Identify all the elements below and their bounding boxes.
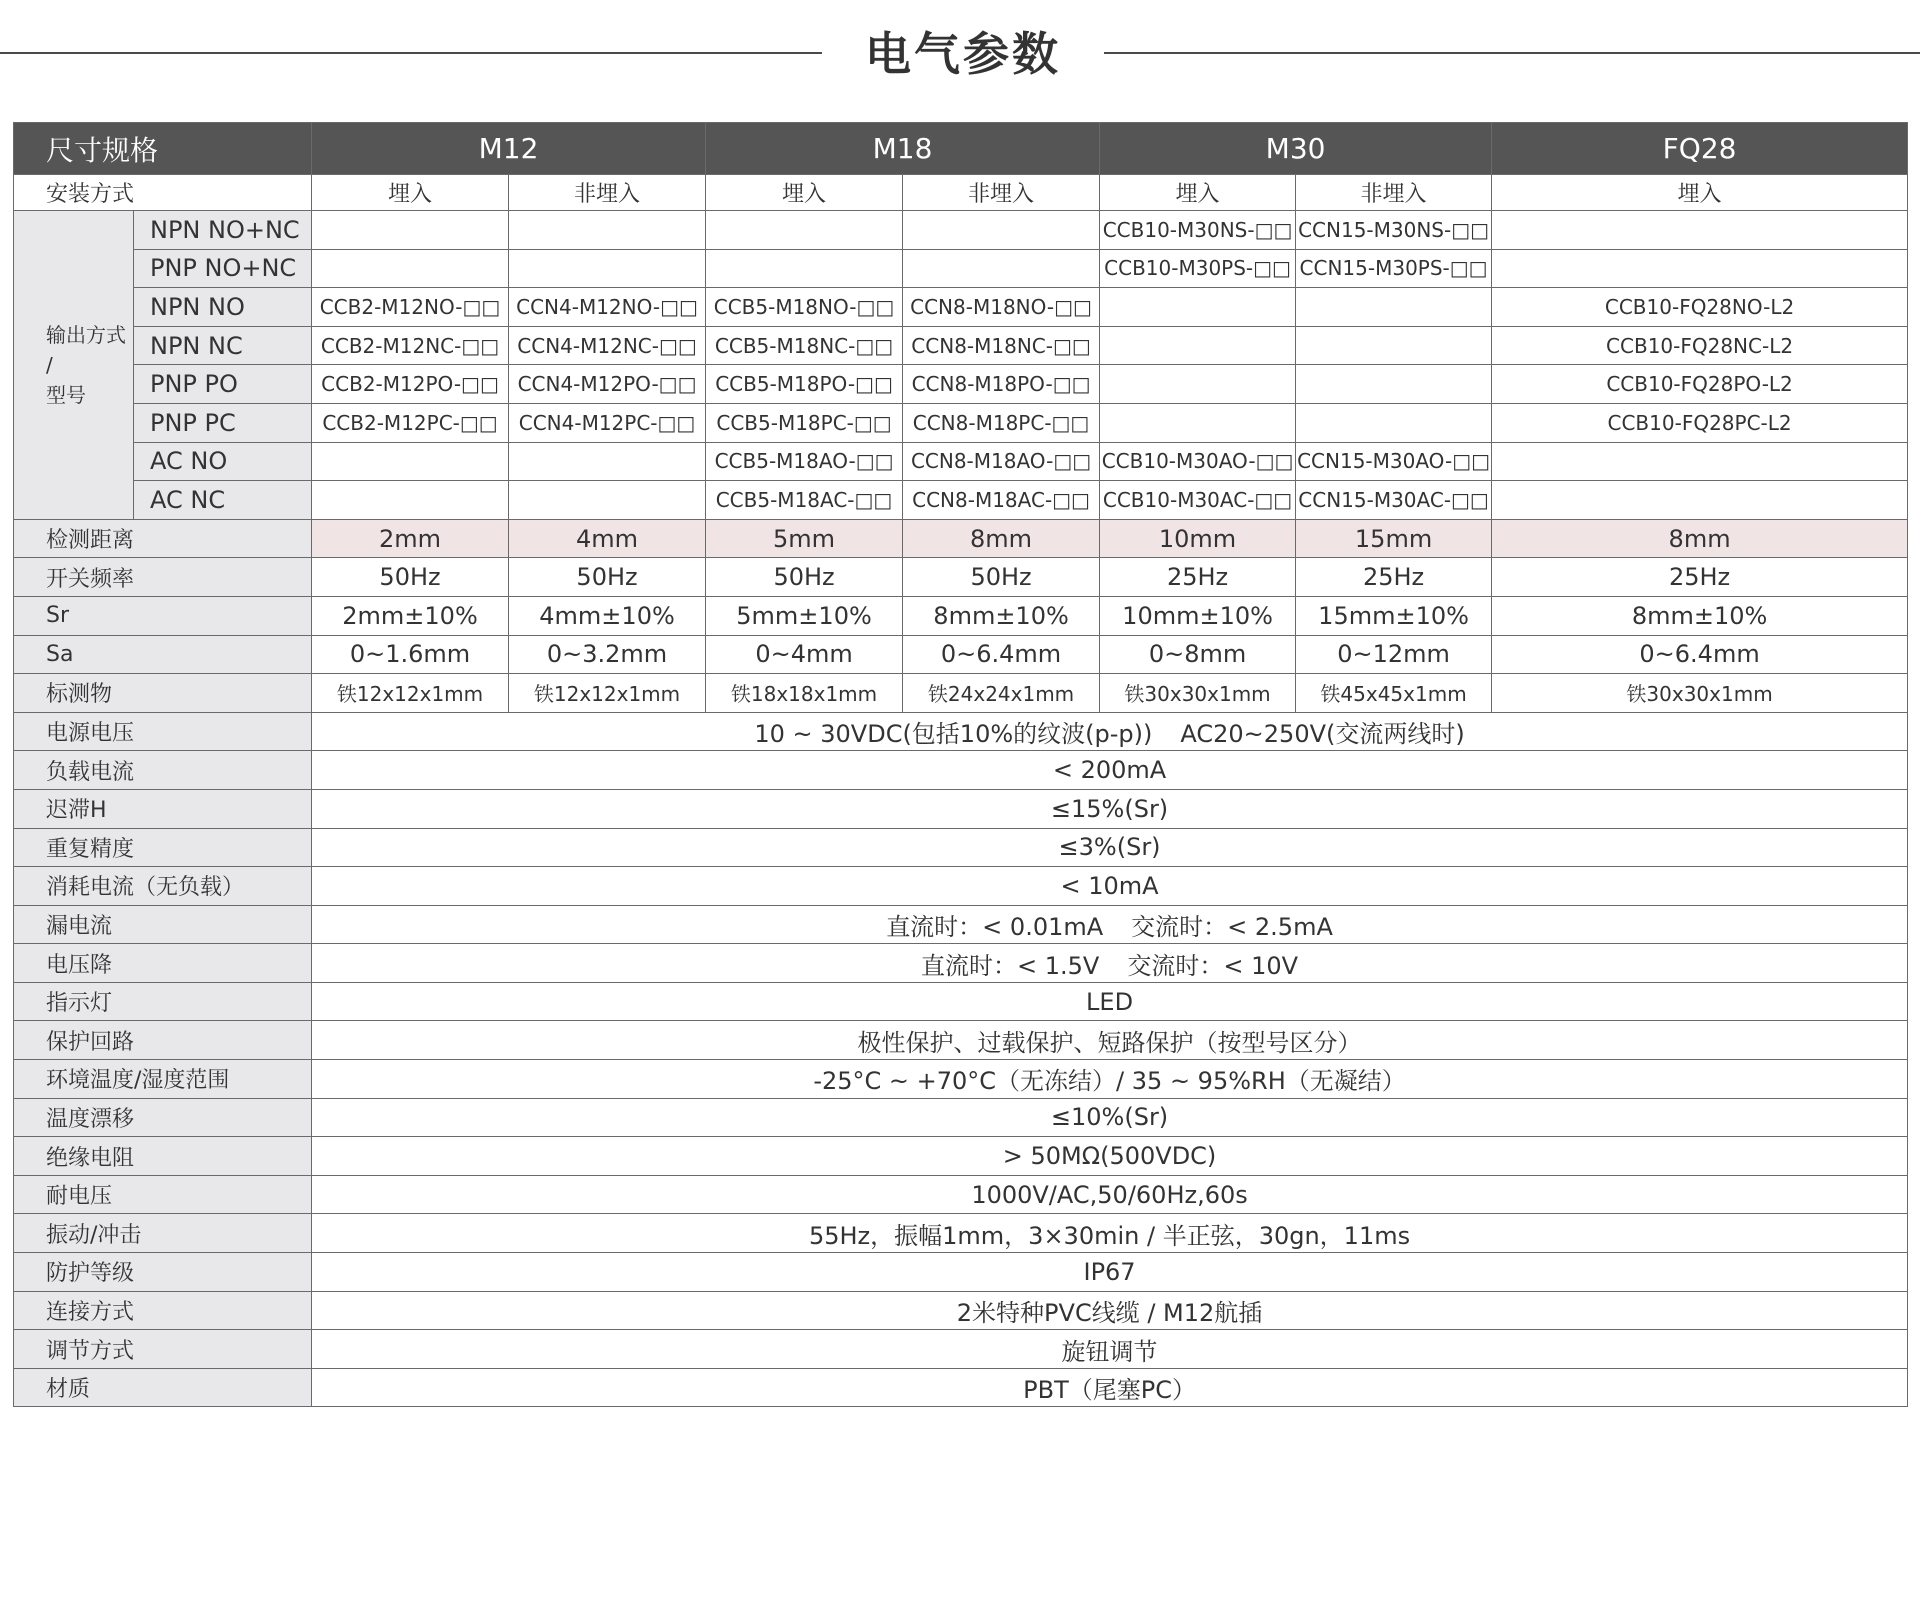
output-type-label: NPN NO+NC xyxy=(134,211,312,250)
model-cell: CCB10-M30PS-□□ xyxy=(1100,249,1296,288)
model-cell xyxy=(1296,326,1492,365)
model-cell: CCB2-M12PC-□□ xyxy=(312,403,509,442)
detection-distance-row xyxy=(14,519,1908,558)
param-value: -25°C ~ +70°C（无冻结）/ 35 ~ 95%RH（无凝结） xyxy=(312,1060,1908,1099)
model-row xyxy=(14,442,1908,481)
param-label: 耐电压 xyxy=(14,1175,312,1214)
param-label: 电压降 xyxy=(14,944,312,983)
target-row xyxy=(14,674,1908,713)
model-cell xyxy=(1492,481,1908,520)
param-label: 防护等级 xyxy=(14,1253,312,1292)
voltage-drop-row xyxy=(14,944,1908,983)
sr-row xyxy=(14,596,1908,635)
leakage-dc: 直流时：< 0.01mA xyxy=(886,912,1104,941)
model-cell: CCB2-M12NO-□□ xyxy=(312,288,509,327)
model-cell: CCB10-FQ28PC-L2 xyxy=(1492,403,1908,442)
model-cell xyxy=(1296,365,1492,404)
model-cell xyxy=(312,442,509,481)
param-cell: 0~3.2mm xyxy=(509,635,706,674)
model-cell: CCN15-M30AO-□□ xyxy=(1296,442,1492,481)
param-label: 检测距离 xyxy=(14,519,312,558)
param-value: 2米特种PVC线缆 / M12航插 xyxy=(312,1291,1908,1330)
model-cell: CCB2-M12NC-□□ xyxy=(312,326,509,365)
size-fq28: FQ28 xyxy=(1492,123,1908,175)
title-divider-right xyxy=(1104,52,1920,54)
param-label: 标测物 xyxy=(14,674,312,713)
model-cell: CCB10-FQ28PO-L2 xyxy=(1492,365,1908,404)
title-divider-left xyxy=(0,52,822,54)
param-cell: 8mm±10% xyxy=(903,596,1100,635)
insulation-row xyxy=(14,1137,1908,1176)
param-value: 极性保护、过载保护、短路保护（按型号区分） xyxy=(312,1021,1908,1060)
param-cell: 0~8mm xyxy=(1100,635,1296,674)
param-cell: 50Hz xyxy=(903,558,1100,597)
install-cell: 非埋入 xyxy=(1296,175,1492,211)
param-cell: 25Hz xyxy=(1296,558,1492,597)
param-label: 电源电压 xyxy=(14,712,312,751)
install-cell: 埋入 xyxy=(1100,175,1296,211)
model-cell: CCN4-M12NC-□□ xyxy=(509,326,706,365)
param-cell: 铁12x12x1mm xyxy=(509,674,706,713)
install-label: 安装方式 xyxy=(14,175,312,211)
output-type-label: NPN NO xyxy=(134,288,312,327)
install-cell: 埋入 xyxy=(706,175,903,211)
power-dc: 10 ~ 30VDC(包括10%的纹波(p-p)) xyxy=(754,720,1153,749)
hysteresis-row xyxy=(14,789,1908,828)
model-cell: CCB5-M18AO-□□ xyxy=(706,442,903,481)
param-label: 绝缘电阻 xyxy=(14,1137,312,1176)
temp-drift-row xyxy=(14,1098,1908,1137)
install-cell: 非埋入 xyxy=(903,175,1100,211)
model-cell: CCN8-M18PO-□□ xyxy=(903,365,1100,404)
output-group-label-2: / xyxy=(46,352,53,377)
param-value: < 200mA xyxy=(312,751,1908,790)
model-cell: CCN4-M12PC-□□ xyxy=(509,403,706,442)
param-value: ≤15%(Sr) xyxy=(312,789,1908,828)
vibration-row xyxy=(14,1214,1908,1253)
power-ac: AC20~250V(交流两线时) xyxy=(1180,720,1465,749)
param-cell: 5mm xyxy=(706,519,903,558)
model-cell xyxy=(509,481,706,520)
model-row xyxy=(14,365,1908,404)
param-cell: 0~1.6mm xyxy=(312,635,509,674)
model-cell xyxy=(1296,403,1492,442)
model-cell xyxy=(903,211,1100,250)
param-label: 振动/冲击 xyxy=(14,1214,312,1253)
output-type-label: AC NO xyxy=(134,442,312,481)
param-cell: 10mm xyxy=(1100,519,1296,558)
model-cell xyxy=(903,249,1100,288)
header-row xyxy=(14,123,1908,175)
param-cell: 铁18x18x1mm xyxy=(706,674,903,713)
model-cell: CCB10-FQ28NC-L2 xyxy=(1492,326,1908,365)
model-cell xyxy=(1100,403,1296,442)
param-cell: 铁45x45x1mm xyxy=(1296,674,1492,713)
model-row xyxy=(14,403,1908,442)
section-title xyxy=(0,0,1920,110)
model-row xyxy=(14,481,1908,520)
model-row xyxy=(14,249,1908,288)
model-cell: CCN4-M12PO-□□ xyxy=(509,365,706,404)
material-row xyxy=(14,1368,1908,1407)
param-label: 开关频率 xyxy=(14,558,312,597)
param-value: ≤10%(Sr) xyxy=(312,1098,1908,1137)
param-cell: 2mm±10% xyxy=(312,596,509,635)
param-label: 材质 xyxy=(14,1368,312,1407)
output-type-label: PNP NO+NC xyxy=(134,249,312,288)
model-cell: CCB10-M30AO-□□ xyxy=(1100,442,1296,481)
model-row xyxy=(14,326,1908,365)
model-cell xyxy=(1492,442,1908,481)
output-group-label xyxy=(14,211,134,520)
power-row xyxy=(14,712,1908,751)
spec-label: 尺寸规格 xyxy=(14,123,312,175)
param-cell: 25Hz xyxy=(1100,558,1296,597)
param-label: 重复精度 xyxy=(14,828,312,867)
param-cell: 0~6.4mm xyxy=(903,635,1100,674)
param-cell: 8mm xyxy=(1492,519,1908,558)
param-label: 迟滞H xyxy=(14,789,312,828)
param-value: < 10mA xyxy=(312,867,1908,906)
model-cell: CCB5-M18NO-□□ xyxy=(706,288,903,327)
model-row xyxy=(14,211,1908,250)
param-cell: 15mm xyxy=(1296,519,1492,558)
model-cell: CCB10-FQ28NO-L2 xyxy=(1492,288,1908,327)
voltage-drop-value xyxy=(312,944,1908,983)
install-cell: 埋入 xyxy=(312,175,509,211)
load-current-row xyxy=(14,751,1908,790)
voltage-drop-dc: 直流时：< 1.5V xyxy=(921,951,1100,980)
param-label: 温度漂移 xyxy=(14,1098,312,1137)
model-cell: CCN8-M18PC-□□ xyxy=(903,403,1100,442)
switching-frequency-row xyxy=(14,558,1908,597)
adjust-row xyxy=(14,1330,1908,1369)
model-cell xyxy=(312,481,509,520)
param-cell: 0~4mm xyxy=(706,635,903,674)
model-cell: CCN8-M18AO-□□ xyxy=(903,442,1100,481)
param-value: 1000V/AC,50/60Hz,60s xyxy=(312,1175,1908,1214)
param-cell: 25Hz xyxy=(1492,558,1908,597)
model-cell xyxy=(1296,288,1492,327)
param-cell: 50Hz xyxy=(312,558,509,597)
electrical-parameters-table xyxy=(13,122,1908,1407)
model-cell: CCN4-M12NO-□□ xyxy=(509,288,706,327)
param-cell: 8mm±10% xyxy=(1492,596,1908,635)
model-cell: CCB10-M30NS-□□ xyxy=(1100,211,1296,250)
model-cell xyxy=(509,442,706,481)
sa-row xyxy=(14,635,1908,674)
model-cell: CCB5-M18PC-□□ xyxy=(706,403,903,442)
model-cell xyxy=(1492,249,1908,288)
param-value: PBT（尾塞PC） xyxy=(312,1368,1908,1407)
param-value: IP67 xyxy=(312,1253,1908,1292)
model-cell xyxy=(1100,365,1296,404)
model-cell: CCB2-M12PO-□□ xyxy=(312,365,509,404)
param-label: Sa xyxy=(14,635,312,674)
param-label: 负载电流 xyxy=(14,751,312,790)
param-label: 环境温度/湿度范围 xyxy=(14,1060,312,1099)
param-cell: 5mm±10% xyxy=(706,596,903,635)
param-value: 55Hz，振幅1mm，3×30min / 半正弦，30gn，11ms xyxy=(312,1214,1908,1253)
param-label: Sr xyxy=(14,596,312,635)
indicator-row xyxy=(14,982,1908,1021)
model-cell xyxy=(312,211,509,250)
withstand-row xyxy=(14,1175,1908,1214)
model-cell xyxy=(706,211,903,250)
param-label: 调节方式 xyxy=(14,1330,312,1369)
repeatability-row xyxy=(14,828,1908,867)
param-cell: 50Hz xyxy=(706,558,903,597)
model-cell xyxy=(706,249,903,288)
model-row xyxy=(14,288,1908,327)
param-cell: 50Hz xyxy=(509,558,706,597)
leakage-ac: 交流时：< 2.5mA xyxy=(1131,912,1333,941)
param-label: 保护回路 xyxy=(14,1021,312,1060)
install-cell: 非埋入 xyxy=(509,175,706,211)
param-cell: 4mm xyxy=(509,519,706,558)
param-cell: 0~6.4mm xyxy=(1492,635,1908,674)
param-value: > 50MΩ(500VDC) xyxy=(312,1137,1908,1176)
model-cell xyxy=(312,249,509,288)
model-cell xyxy=(1492,211,1908,250)
param-cell: 8mm xyxy=(903,519,1100,558)
param-label: 消耗电流（无负载） xyxy=(14,867,312,906)
param-label: 漏电流 xyxy=(14,905,312,944)
page-title: 电气参数 xyxy=(865,27,1061,81)
leakage-value xyxy=(312,905,1908,944)
model-cell xyxy=(509,211,706,250)
voltage-drop-ac: 交流时：< 10V xyxy=(1127,951,1299,980)
param-cell: 铁24x24x1mm xyxy=(903,674,1100,713)
model-cell: CCN8-M18NC-□□ xyxy=(903,326,1100,365)
model-cell: CCB5-M18AC-□□ xyxy=(706,481,903,520)
model-cell: CCB10-M30AC-□□ xyxy=(1100,481,1296,520)
model-cell: CCB5-M18PO-□□ xyxy=(706,365,903,404)
leakage-row xyxy=(14,905,1908,944)
output-type-label: PNP PO xyxy=(134,365,312,404)
consumption-row xyxy=(14,867,1908,906)
connection-row xyxy=(14,1291,1908,1330)
model-cell: CCN15-M30PS-□□ xyxy=(1296,249,1492,288)
param-cell: 铁30x30x1mm xyxy=(1492,674,1908,713)
param-label: 指示灯 xyxy=(14,982,312,1021)
install-cell: 埋入 xyxy=(1492,175,1908,211)
param-value: LED xyxy=(312,982,1908,1021)
param-value: ≤3%(Sr) xyxy=(312,828,1908,867)
size-m12: M12 xyxy=(312,123,706,175)
param-cell: 4mm±10% xyxy=(509,596,706,635)
param-label: 连接方式 xyxy=(14,1291,312,1330)
model-cell: CCB5-M18NC-□□ xyxy=(706,326,903,365)
model-cell: CCN15-M30NS-□□ xyxy=(1296,211,1492,250)
model-cell: CCN15-M30AC-□□ xyxy=(1296,481,1492,520)
output-type-label: PNP PC xyxy=(134,403,312,442)
power-value xyxy=(312,712,1908,751)
output-type-label: AC NC xyxy=(134,481,312,520)
param-cell: 铁30x30x1mm xyxy=(1100,674,1296,713)
size-m30: M30 xyxy=(1100,123,1492,175)
param-cell: 铁12x12x1mm xyxy=(312,674,509,713)
model-cell xyxy=(1100,326,1296,365)
output-group-label-1: 输出方式 xyxy=(46,322,126,347)
install-row xyxy=(14,175,1908,211)
param-cell: 10mm±10% xyxy=(1100,596,1296,635)
ip-row xyxy=(14,1253,1908,1292)
protection-row xyxy=(14,1021,1908,1060)
output-type-label: NPN NC xyxy=(134,326,312,365)
model-cell xyxy=(509,249,706,288)
param-cell: 2mm xyxy=(312,519,509,558)
model-cell xyxy=(1100,288,1296,327)
model-cell: CCN8-M18NO-□□ xyxy=(903,288,1100,327)
param-cell: 15mm±10% xyxy=(1296,596,1492,635)
param-cell: 0~12mm xyxy=(1296,635,1492,674)
param-value: 旋钮调节 xyxy=(312,1330,1908,1369)
output-group-label-3: 型号 xyxy=(46,382,86,407)
model-cell: CCN8-M18AC-□□ xyxy=(903,481,1100,520)
size-m18: M18 xyxy=(706,123,1100,175)
environment-row xyxy=(14,1060,1908,1099)
